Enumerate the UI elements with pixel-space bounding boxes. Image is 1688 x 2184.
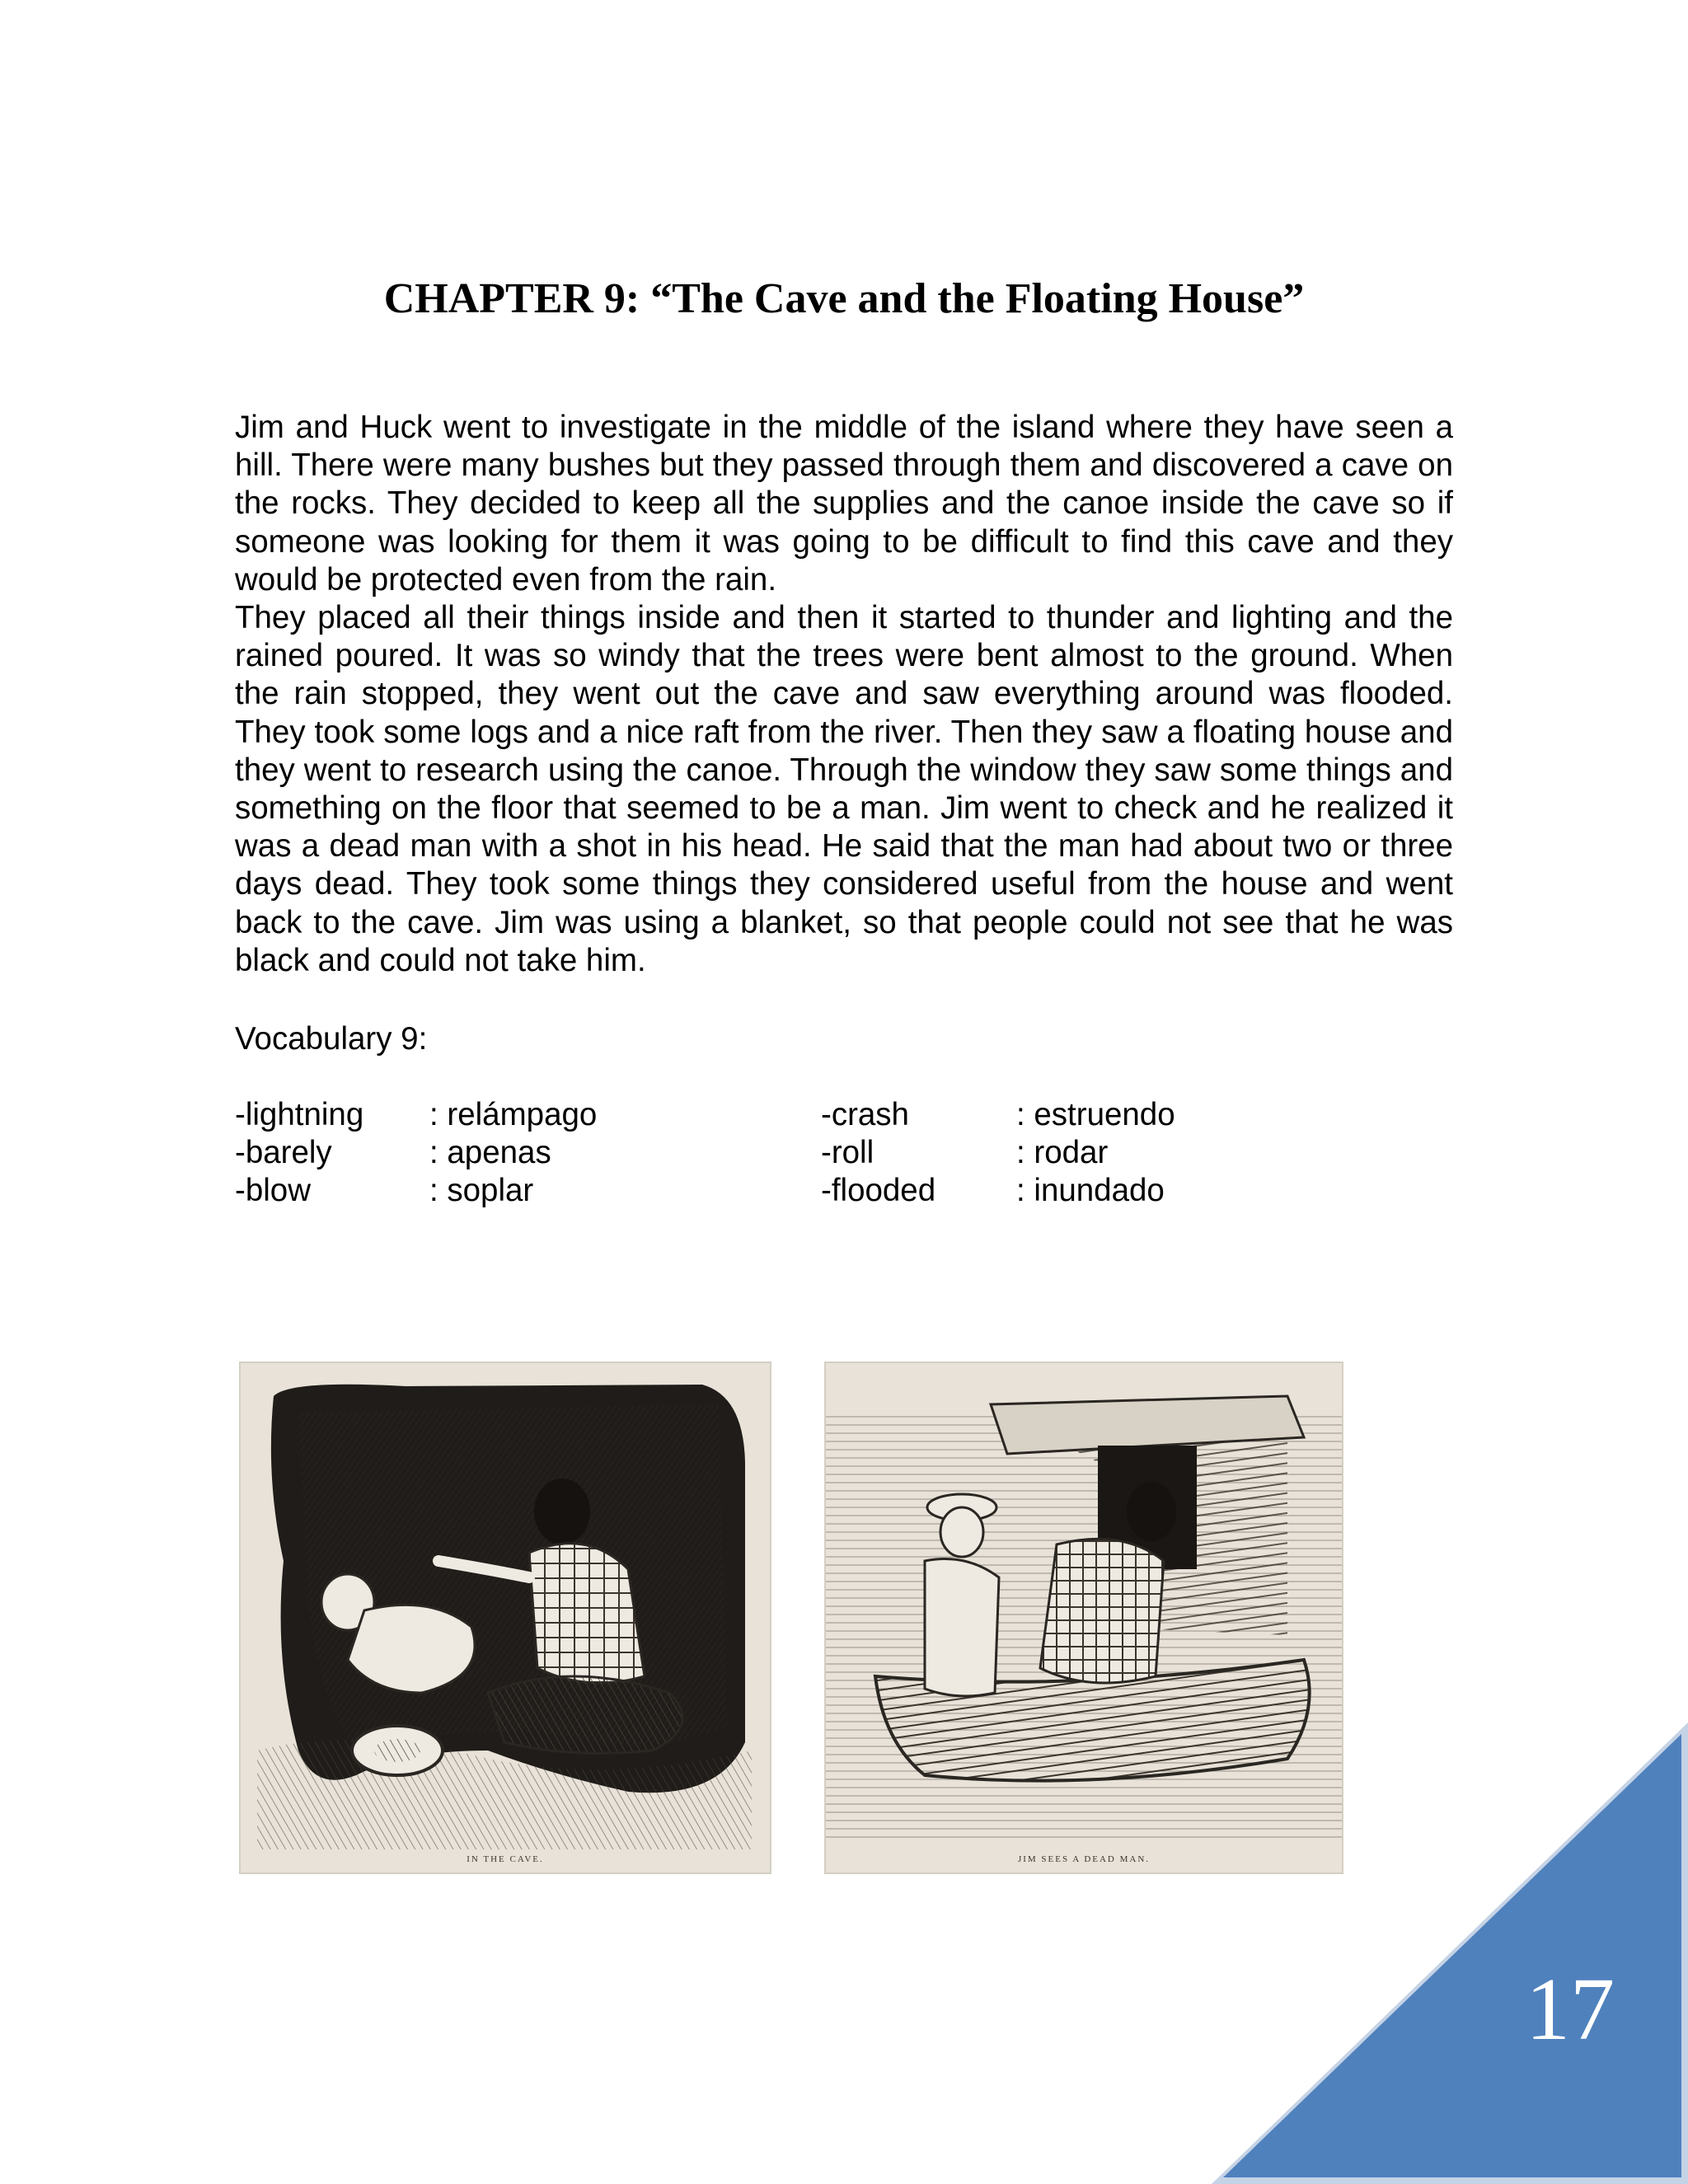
vocab-definition: : soplar (429, 1173, 534, 1208)
vocabulary-list (235, 1096, 1455, 1210)
story-text (235, 409, 1453, 980)
cave-engraving (241, 1363, 770, 1872)
vocab-definition: : estruendo (1016, 1097, 1175, 1132)
vocab-term: -blow (235, 1173, 312, 1208)
page-number: 17 (1526, 1961, 1615, 2059)
paragraph-1: Jim and Huck went to investigate in the middle of the island where they have seen a hill. There were many bushes but they passed through them and discovered a cave on the rocks. They decided to keep all the supplies and the canoe inside the cave so if someone was looking for them it was going to be difficult to find this cave and they would be protected even from the rain. (235, 410, 1453, 598)
dead-man-caption: JIM SEES A DEAD MAN. (1017, 1854, 1151, 1864)
vocab-term: -barely (235, 1135, 332, 1170)
vocabulary-row (235, 1096, 1455, 1134)
paragraph-2: They placed all their things inside and then it started to thunder and lighting and the rained poured. It was so windy that the trees were bent almost to the ground. When the rain stopped, they went out the cave and saw everything around was flooded. They took some logs and a nice raft from the river. Then they saw a floating house and they went to research using the canoe. Through the window they saw some things and something on the floor that seemed to be a man. Jim went to check and he realized it was a dead man with a shot in his head. He said that the man had about two or three days dead. They took some things they considered useful from the house and went back to the cave. Jim was using a blanket, so that people could not see that he was black and could not take him. (235, 600, 1453, 978)
cave-illustration (239, 1361, 771, 1874)
chapter-title: CHAPTER 9: “The Cave and the Floating House” (383, 275, 1305, 322)
cave-caption: IN THE CAVE. (467, 1854, 544, 1864)
vocabulary-heading: Vocabulary 9: (235, 1021, 428, 1057)
page-corner-triangle (1212, 1722, 1688, 2184)
vocab-definition: : apenas (429, 1135, 551, 1170)
vocab-definition: : inundado (1016, 1173, 1165, 1208)
vocabulary-row (235, 1172, 1455, 1210)
vocab-term: -crash (821, 1097, 909, 1132)
vocab-definition: : relámpago (429, 1097, 598, 1132)
vocab-term: -roll (821, 1135, 874, 1170)
vocab-term: -flooded (821, 1173, 936, 1208)
vocab-definition: : rodar (1016, 1135, 1109, 1170)
vocab-term: -lightning (235, 1097, 364, 1132)
vocabulary-row (235, 1134, 1455, 1172)
